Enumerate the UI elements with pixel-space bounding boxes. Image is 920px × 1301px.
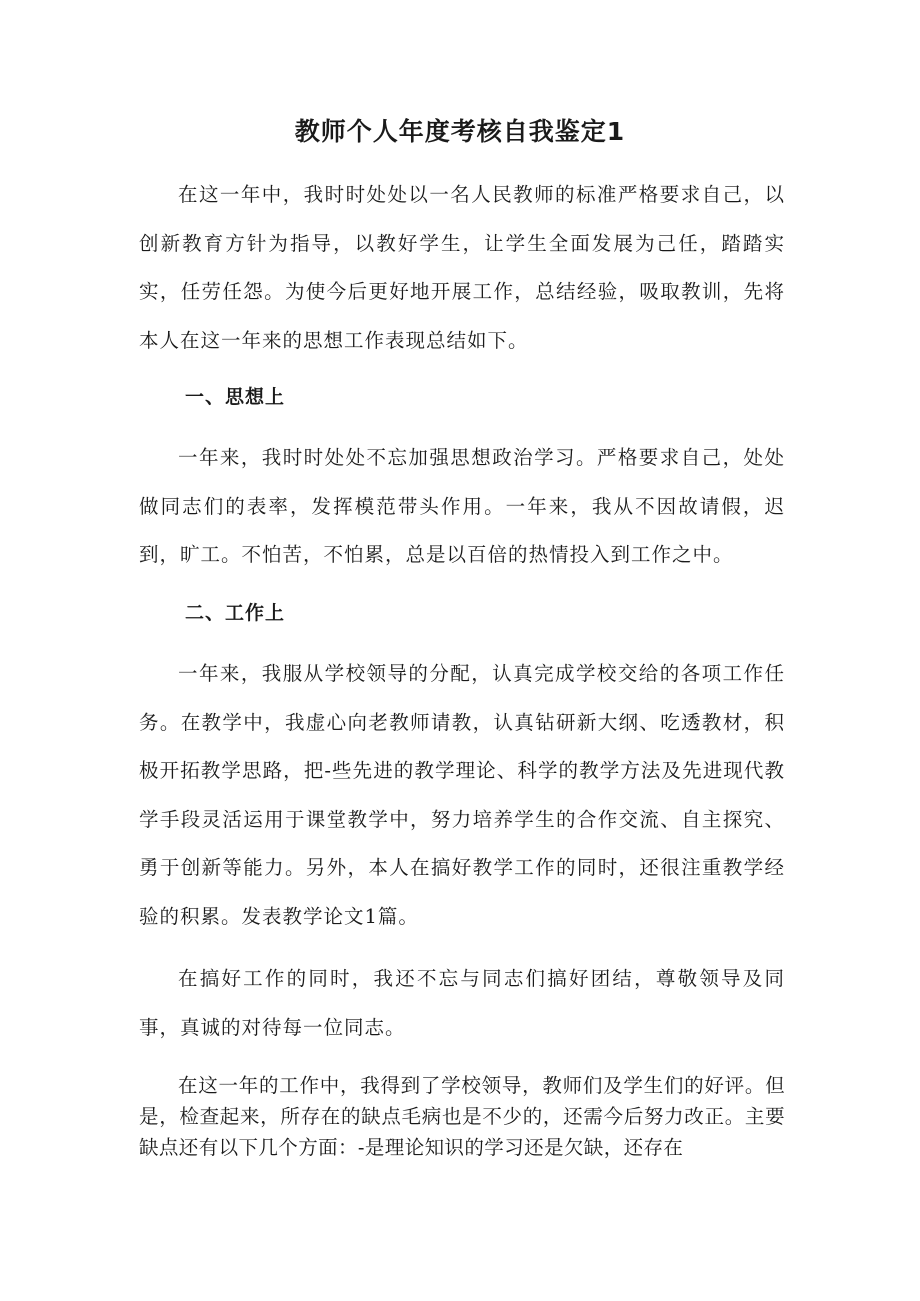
section-thought-paragraph: 一年来，我时时处处不忘加强思想政治学习。严格要求自己，处处做同志们的表率，发挥模范带头作用。一年来，我从不因故请假，迟到，旷工。不怕苦，不怕累，总是以百倍的热情投入到工作之中。: [139, 446, 785, 566]
work-paragraph-teaching: 一年来，我服从学校领导的分配，认真完成学校交给的各项工作任务。在教学中，我虚心向老教师请教，认真钻研新大纲、吃透教材，积极开拓教学思路，把-些先进的教学理论、科学的教学方法及先进现代教学手段灵活运用于课堂教学中，努力培养学生的合作交流、自主探究、勇于创新等能力。另外，本人在搞好教学工作的同时，还很注重教学经验的积累。发表教学论文1篇。: [139, 662, 785, 928]
section-heading-thought: 一、思想上: [185, 386, 286, 408]
section-heading-work: 二、工作上: [185, 602, 286, 624]
work-paragraph-unity: 在搞好工作的同时，我还不忘与同志们搞好团结，尊敬领导及同事，真诚的对待每一位同志。: [139, 967, 785, 1039]
work-paragraph-shortcomings: 在这一年的工作中，我得到了学校领导，教师们及学生们的好评。但是，检查起来，所存在的缺点毛病也是不少的，还需今后努力改正。主要缺点还有以下几个方面：-是理论知识的学习还是欠缺，还存在: [139, 1074, 785, 1159]
document-title: 教师个人年度考核自我鉴定1: [294, 117, 626, 146]
intro-paragraph: 在这一年中，我时时处处以一名人民教师的标准严格要求自己，以创新教育方针为指导，以教好学生，让学生全面发展为己任，踏踏实实，任劳任怨。为使今后更好地开展工作，总结经验，吸取教训，先将本人在这一年来的思想工作表现总结如下。: [139, 183, 785, 352]
